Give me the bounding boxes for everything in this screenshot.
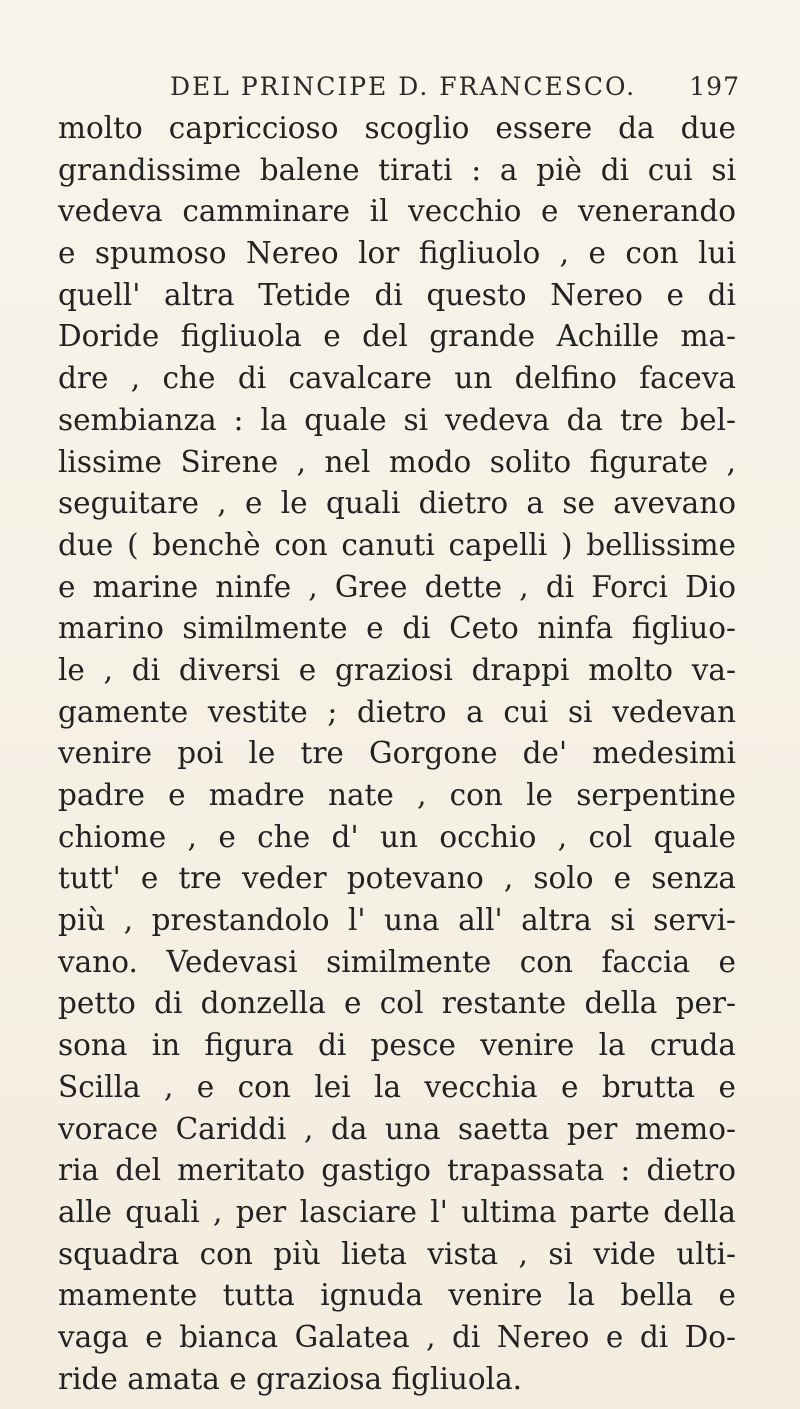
text-line: vaga e bianca Galatea , di Nereo e di Do- [58,1319,736,1354]
text-line: vano. Vedevasi similmente con faccia e [58,944,736,979]
text-line: mamente tutta ignuda venire la bella e [58,1278,736,1313]
text-line: vorace Cariddi , da una saetta per memo- [58,1111,736,1146]
running-head-title: DEL PRINCIPE D. FRANCESCO. [170,72,637,101]
text-line: seguitare , e le quali dietro a se avevano [58,486,736,521]
body-text [58,108,736,1400]
text-line: sona in figura di pesce venire la cruda [58,1028,736,1063]
text-line: ride amata e graziosa figliuola. [58,1361,523,1396]
text-line: dre , che di cavalcare un delfino faceva [58,361,736,396]
text-line: padre e madre nate , con le serpentine [58,778,736,812]
text-line: lissime Sirene , nel modo solito figurate , [58,444,736,479]
text-line: più , prestandolo l' una all' altra si servi- [58,903,736,938]
text-line: venire poi le tre Gorgone de' medesimi [58,736,736,771]
text-line: chiome , e che d' un occhio , col quale [58,819,736,854]
text-line: petto di donzella e col restante della per- [58,986,736,1021]
running-head [170,72,740,102]
text-line: ria del meritato gastigo trapassata : dietro [58,1153,736,1188]
text-line: marino similmente e di Ceto ninfa figliuo- [58,611,736,646]
text-line: tutt' e tre veder potevano , solo e senza [58,861,736,896]
text-line: e marine ninfe , Gree dette , di Forci Dio [58,569,736,604]
text-line: Doride figliuola e del grande Achille ma- [58,319,736,354]
text-line: squadra con più lieta vista , si vide ulti- [58,1236,736,1271]
text-line: Scilla , e con lei la vecchia e brutta e [58,1069,736,1104]
text-line: due ( benchè con canuti capelli ) bellissime [58,527,736,562]
text-line: molto capriccioso scoglio essere da due [58,111,736,145]
text-line: sembianza : la quale si vedeva da tre bel- [58,402,736,437]
page-number: 197 [689,72,740,101]
text-line: le , di diversi e graziosi drappi molto va- [58,652,736,687]
text-line: gamente vestite ; dietro a cui si vedevan [58,694,736,729]
text-line: grandissime balene tirati : a piè di cui si [58,152,736,187]
text-line: vedeva camminare il vecchio e venerando [58,194,736,229]
text-line: e spumoso Nereo lor figliuolo , e con lui [58,236,736,271]
text-line: quell' altra Tetide di questo Nereo e di [58,277,736,312]
text-line: alle quali , per lasciare l' ultima parte della [58,1194,736,1229]
